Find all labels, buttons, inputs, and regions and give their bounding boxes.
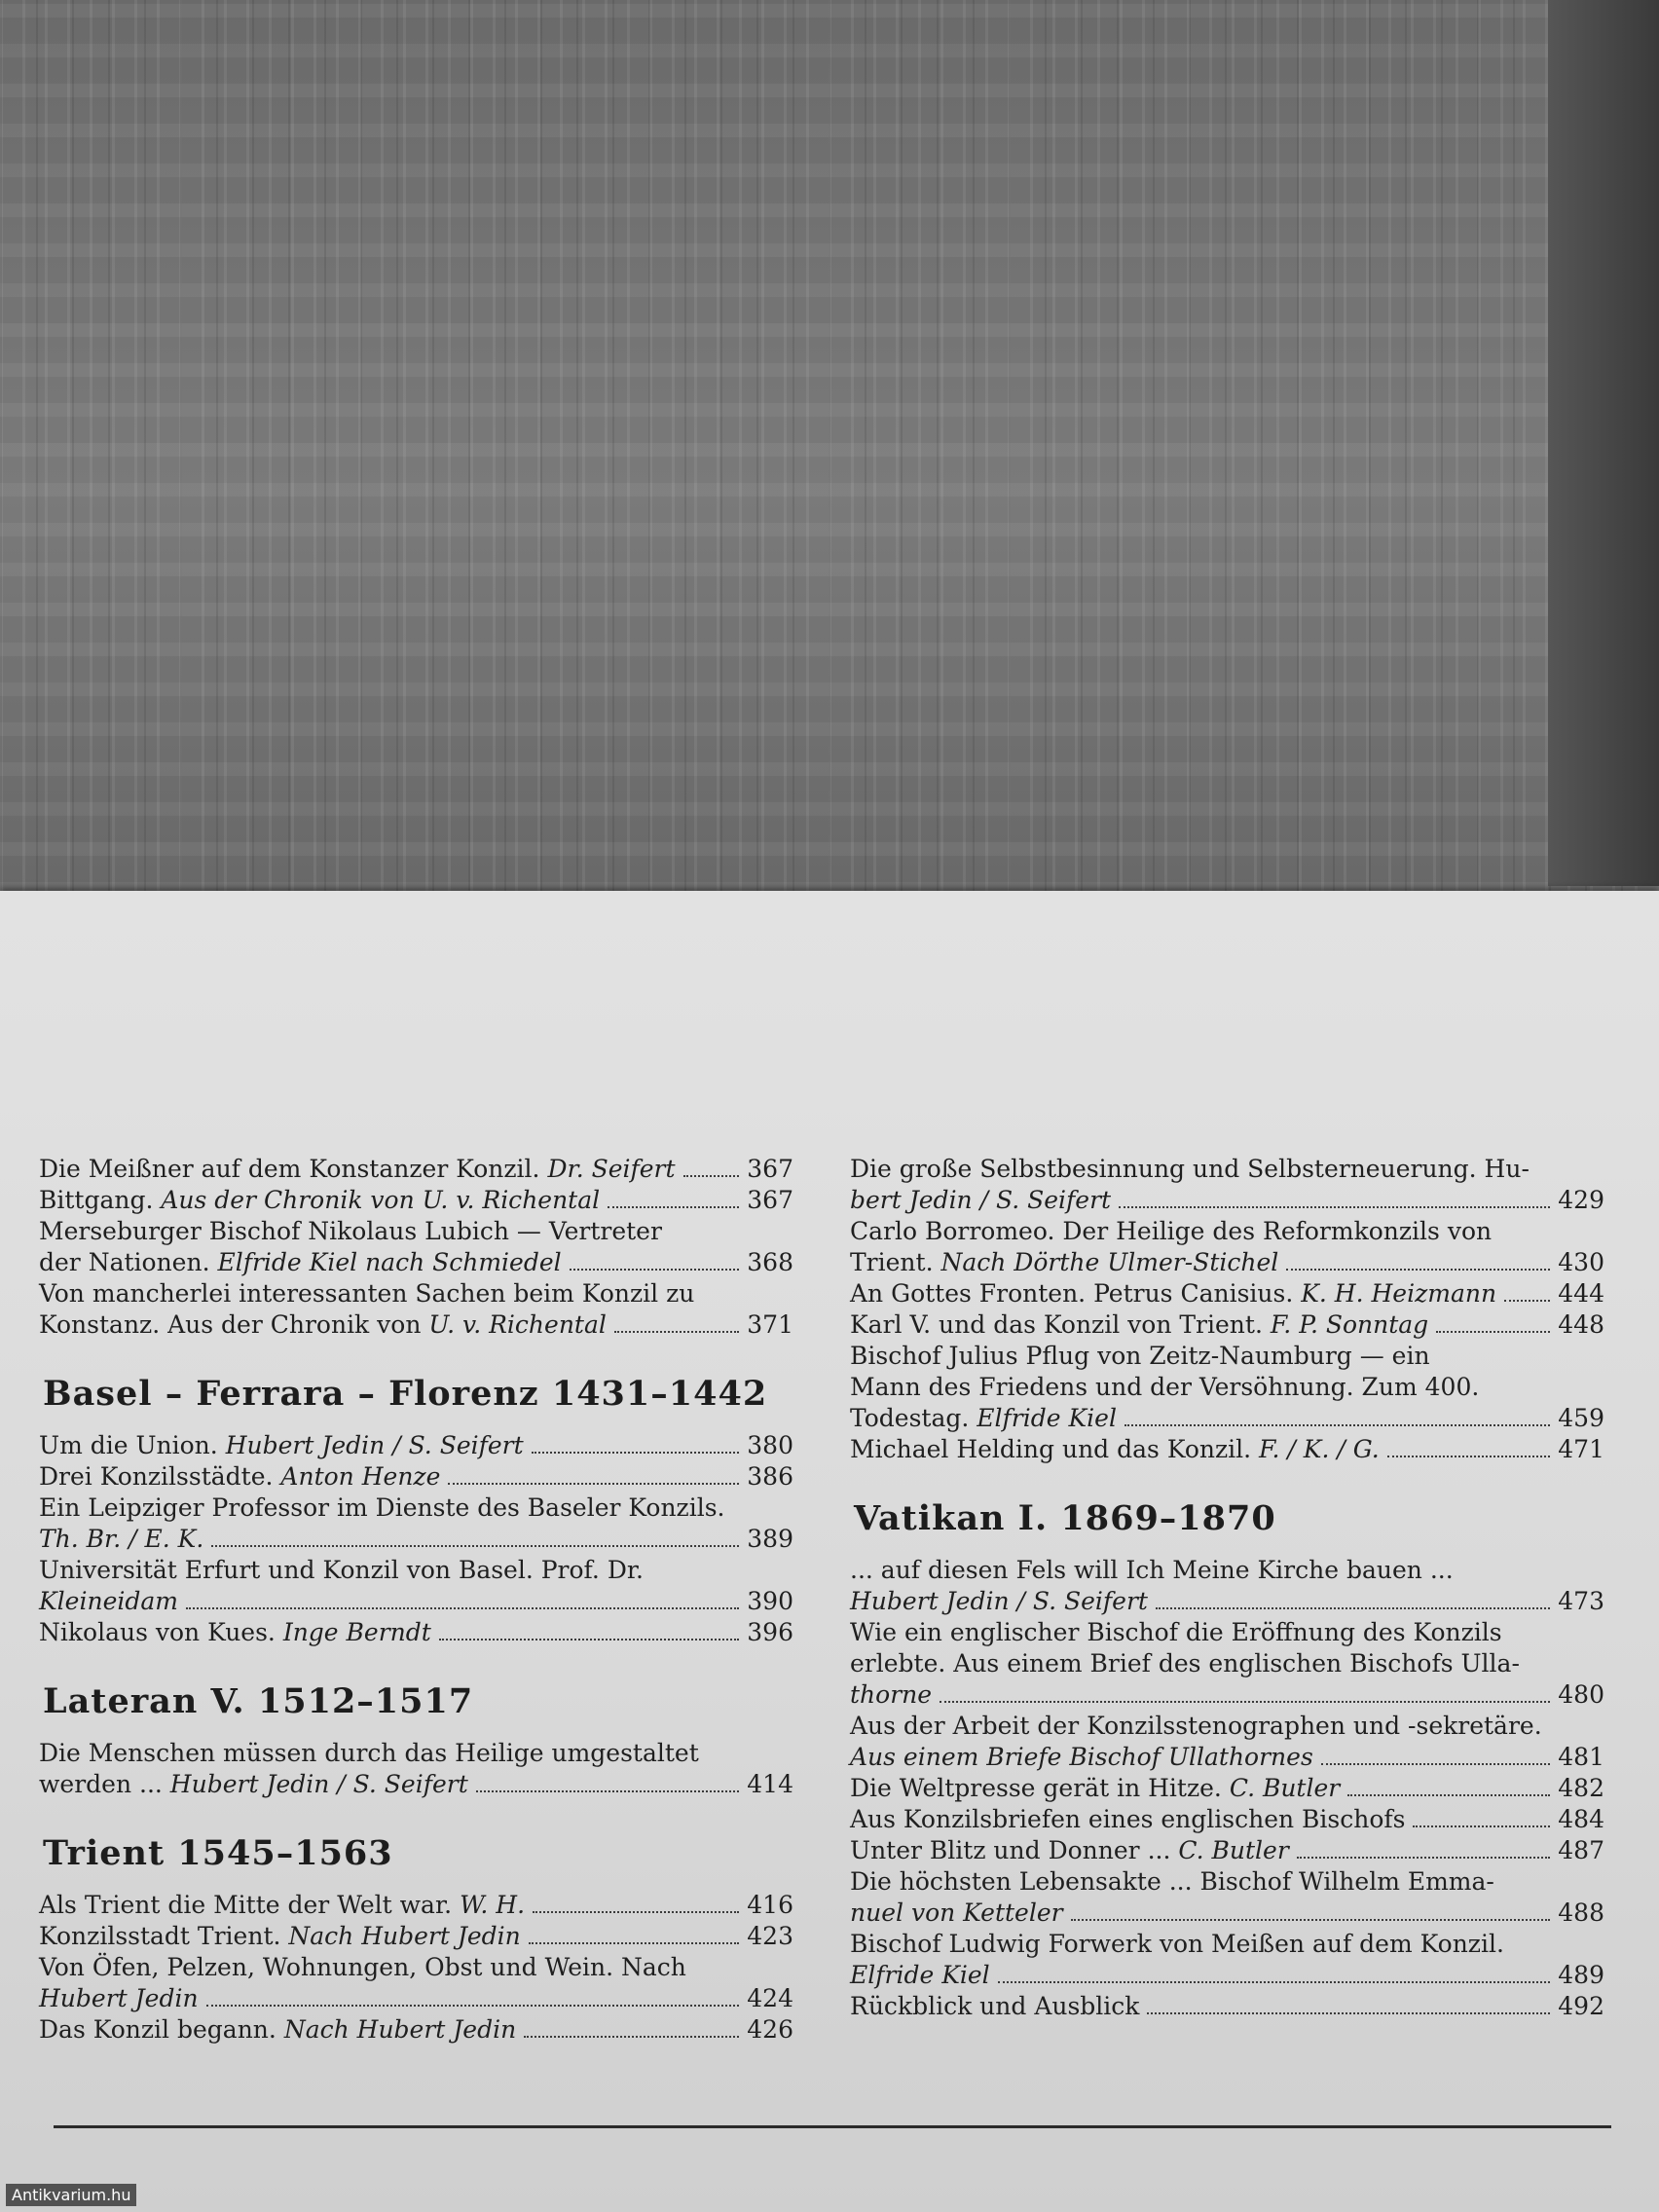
entry-title — [39, 2014, 517, 2046]
dot-leader — [1297, 1857, 1550, 1859]
dot-leader — [1347, 1794, 1550, 1796]
toc-section — [39, 1154, 793, 1341]
entry-title — [39, 1154, 676, 1185]
entry-tail — [850, 1960, 1604, 1991]
entry-tail — [850, 1679, 1604, 1711]
toc-entry — [39, 1921, 793, 1952]
entry-page-number: 367 — [747, 1186, 793, 1214]
entry-title-text: Konzilsstadt Trient. — [39, 1922, 281, 1950]
toc-entry — [39, 1216, 793, 1278]
entry-author: Hubert Jedin — [39, 1984, 199, 2012]
entry-title — [850, 1247, 1279, 1278]
entry-tail — [850, 1586, 1604, 1617]
entry-author: Elfride Kiel — [977, 1404, 1117, 1432]
entry-title — [850, 1804, 1406, 1835]
entry-line: erlebte. Aus einem Brief des englischen Bischofs Ulla- — [850, 1649, 1520, 1677]
entry-line: Von Öfen, Pelzen, Wohnungen, Obst und Wein. Nach — [39, 1953, 686, 1981]
entry-author: Nach Dörthe Ulmer-Stichel — [940, 1248, 1279, 1276]
entry-line: Merseburger Bischof Nikolaus Lubich — Vertreter — [39, 1217, 662, 1245]
entry-title — [39, 1617, 431, 1648]
toc-entry — [850, 1434, 1604, 1465]
contents-page — [0, 891, 1659, 2212]
entry-page-number: 489 — [1558, 1961, 1604, 1989]
entry-page-number: 448 — [1558, 1310, 1604, 1339]
entry-page-number: 396 — [747, 1618, 793, 1646]
dot-leader — [211, 1545, 739, 1547]
entry-tail — [39, 1921, 793, 1952]
dot-leader — [524, 2036, 739, 2038]
toc-entry — [850, 1866, 1604, 1929]
entry-line: Ein Leipziger Professor im Dienste des Baseler Konzils. — [39, 1493, 725, 1522]
dot-leader — [1504, 1300, 1550, 1302]
entry-author: nuel von Ketteler — [850, 1899, 1063, 1927]
entry-page-number: 480 — [1558, 1680, 1604, 1709]
bottom-rule — [54, 2125, 1611, 2128]
entry-title — [39, 1890, 526, 1921]
dot-leader — [1413, 1825, 1550, 1827]
entry-title-text: Die Weltpresse gerät in Hitze. — [850, 1774, 1222, 1802]
entry-page-number: 380 — [747, 1431, 793, 1459]
toc-entry — [39, 1461, 793, 1493]
entry-tail — [850, 1278, 1604, 1309]
entry-title-text: Unter Blitz und Donner ... — [850, 1836, 1171, 1864]
entry-tail — [39, 2014, 793, 2046]
entry-title-text: Nikolaus von Kues. — [39, 1618, 276, 1646]
dot-leader — [206, 2005, 739, 2007]
toc-entry — [39, 1617, 793, 1648]
entry-author: F. / K. / G. — [1259, 1435, 1380, 1463]
toc-entry — [850, 1309, 1604, 1341]
entry-title — [850, 1434, 1380, 1465]
entry-title-text: Drei Konzilsstädte. — [39, 1462, 274, 1491]
entry-author: Anton Henze — [280, 1462, 441, 1491]
entry-author: F. P. Sonntag — [1270, 1310, 1429, 1339]
entry-tail — [39, 1430, 793, 1461]
dot-leader — [1124, 1424, 1550, 1426]
entry-tail — [39, 1769, 793, 1800]
entry-tail — [39, 1309, 793, 1341]
entry-title — [39, 1461, 441, 1493]
entry-title — [850, 1991, 1140, 2022]
entry-page-number: 484 — [1558, 1805, 1604, 1833]
entry-title-text: Michael Helding und das Konzil. — [850, 1435, 1252, 1463]
entry-author: Dr. Seifert — [547, 1155, 676, 1183]
toc-entry — [850, 1555, 1604, 1617]
entry-tail — [850, 1403, 1604, 1434]
entry-tail — [850, 1835, 1604, 1866]
entry-title-text: Die Meißner auf dem Konstanzer Konzil. — [39, 1155, 540, 1183]
dot-leader — [1119, 1206, 1550, 1208]
toc-entry — [850, 1773, 1604, 1804]
entry-author: Elfride Kiel nach Schmiedel — [217, 1248, 562, 1276]
entry-page-number: 481 — [1558, 1743, 1604, 1771]
entry-title — [850, 1309, 1429, 1341]
entry-author: Hubert Jedin / S. Seifert — [850, 1587, 1148, 1615]
entry-author: Inge Berndt — [282, 1618, 431, 1646]
entry-page-number: 390 — [747, 1587, 793, 1615]
toc-section — [39, 1374, 793, 1648]
dot-leader — [940, 1701, 1550, 1703]
toc-entry — [39, 1890, 793, 1921]
entry-tail — [39, 1185, 793, 1216]
toc-entries — [39, 1154, 793, 1341]
dot-leader — [1436, 1331, 1550, 1333]
entry-tail — [39, 1154, 793, 1185]
entry-line: Die Menschen müssen durch das Heilige umgestaltet — [39, 1739, 699, 1767]
toc-entry — [39, 1738, 793, 1800]
toc-entry — [39, 1493, 793, 1555]
entry-page-number: 444 — [1558, 1279, 1604, 1308]
entry-author: C. Butler — [1229, 1774, 1341, 1802]
entry-tail — [850, 1898, 1604, 1929]
toc-entry — [850, 1711, 1604, 1773]
entry-title — [39, 1586, 178, 1617]
entry-page-number: 459 — [1558, 1404, 1604, 1432]
section-title: Vatikan I. 1869–1870 — [854, 1498, 1276, 1538]
entry-title — [39, 1247, 562, 1278]
toc-column-left — [39, 1154, 793, 2046]
entry-page-number: 426 — [747, 2015, 793, 2044]
entry-title — [850, 1742, 1313, 1773]
entry-page-number: 429 — [1558, 1186, 1604, 1214]
entry-page-number: 414 — [747, 1770, 793, 1798]
entry-author: Nach Hubert Jedin — [283, 2015, 517, 2044]
entry-page-number: 368 — [747, 1248, 793, 1276]
entry-page-number: 471 — [1558, 1435, 1604, 1463]
entry-author: Aus der Chronik von U. v. Richental — [161, 1186, 601, 1214]
entry-tail — [39, 1524, 793, 1555]
entry-author: W. H. — [460, 1891, 526, 1919]
dot-leader — [529, 1942, 739, 1944]
entry-page-number: 424 — [747, 1984, 793, 2012]
entry-author: Th. Br. / E. K. — [39, 1525, 204, 1553]
entry-title-text: Bittgang. — [39, 1186, 154, 1214]
entry-title-text: Todestag. — [850, 1404, 970, 1432]
toc-entries — [39, 1890, 793, 2046]
entry-line: Die höchsten Lebensakte ... Bischof Wilhelm Emma- — [850, 1867, 1494, 1896]
entry-tail — [850, 1804, 1604, 1835]
entry-title-text: der Nationen. — [39, 1248, 210, 1276]
entry-title — [850, 1679, 933, 1711]
entry-line: Bischof Julius Pflug von Zeitz-Naumburg — ein — [850, 1342, 1430, 1370]
entry-tail — [850, 1742, 1604, 1773]
dot-leader — [608, 1206, 739, 1208]
entry-title — [850, 1586, 1148, 1617]
toc-entries — [850, 1555, 1604, 2022]
entry-tail — [39, 1890, 793, 1921]
toc-section — [39, 1833, 793, 2046]
entry-title-text: Das Konzil begann. — [39, 2015, 276, 2044]
entry-title-text: Trient. — [850, 1248, 934, 1276]
toc-entry — [850, 1341, 1604, 1434]
entry-title — [850, 1403, 1117, 1434]
dot-leader — [1286, 1269, 1550, 1271]
entry-title-text: An Gottes Fronten. Petrus Canisius. — [850, 1279, 1294, 1308]
entry-author: Elfride Kiel — [850, 1961, 990, 1989]
entry-tail — [850, 1434, 1604, 1465]
toc-entry — [850, 1929, 1604, 1991]
toc-entry — [850, 1154, 1604, 1216]
section-title: Lateran V. 1512–1517 — [43, 1681, 474, 1721]
entry-page-number: 473 — [1558, 1587, 1604, 1615]
entry-tail — [39, 1247, 793, 1278]
dot-leader — [1156, 1607, 1550, 1609]
entry-title — [850, 1898, 1063, 1929]
entry-author: Aus einem Briefe Bischof Ullathornes — [850, 1743, 1313, 1771]
entry-tail — [850, 1185, 1604, 1216]
entry-title — [39, 1769, 468, 1800]
entry-tail — [850, 1773, 1604, 1804]
entry-title — [39, 1524, 204, 1555]
dot-leader — [1387, 1456, 1550, 1457]
toc-entry — [850, 1804, 1604, 1835]
entry-page-number: 492 — [1558, 1992, 1604, 2020]
dot-leader — [614, 1331, 739, 1333]
entry-title — [39, 1185, 601, 1216]
entry-title-text: Konstanz. Aus der Chronik von — [39, 1310, 422, 1339]
dot-leader — [532, 1452, 739, 1454]
entry-tail — [39, 1461, 793, 1493]
entry-author: bert Jedin / S. Seifert — [850, 1186, 1112, 1214]
toc-entry — [39, 1154, 793, 1185]
entry-title — [850, 1835, 1289, 1866]
entry-page-number: 423 — [747, 1922, 793, 1950]
entry-author: U. v. Richental — [428, 1310, 607, 1339]
entry-author: Kleineidam — [39, 1587, 178, 1615]
entry-page-number: 487 — [1558, 1836, 1604, 1864]
entry-tail — [39, 1617, 793, 1648]
entry-tail — [850, 1991, 1604, 2022]
entry-author: C. Butler — [1178, 1836, 1289, 1864]
entry-line: Mann des Friedens und der Versöhnung. Zum 400. — [850, 1373, 1480, 1401]
entry-title — [850, 1773, 1341, 1804]
entry-title-text: Rückblick und Ausblick — [850, 1992, 1140, 2020]
book-cover — [0, 0, 1659, 896]
entry-title — [39, 1983, 199, 2014]
dot-leader — [683, 1175, 739, 1177]
entry-page-number: 430 — [1558, 1248, 1604, 1276]
entry-page-number: 416 — [747, 1891, 793, 1919]
entry-line: Carlo Borromeo. Der Heilige des Reformkonzils von — [850, 1217, 1493, 1245]
entry-title-text: Aus Konzilsbriefen eines englischen Bischofs — [850, 1805, 1406, 1833]
dot-leader — [439, 1639, 739, 1641]
cover-edge — [1548, 0, 1659, 886]
toc-entry — [39, 1555, 793, 1617]
entry-author: K. H. Heizmann — [1301, 1279, 1497, 1308]
toc-column-right — [850, 1154, 1604, 2022]
watermark: Antikvarium.hu — [6, 2184, 136, 2206]
entry-line: Die große Selbstbesinnung und Selbsterneuerung. Hu- — [850, 1155, 1530, 1183]
dot-leader — [186, 1607, 739, 1609]
toc-entry — [39, 2014, 793, 2046]
entry-page-number: 367 — [747, 1155, 793, 1183]
dot-leader — [1321, 1763, 1550, 1765]
dot-leader — [448, 1483, 739, 1485]
toc-entries — [39, 1738, 793, 1800]
toc-section — [850, 1154, 1604, 1465]
entry-line: Wie ein englischer Bischof die Eröffnung des Konzils — [850, 1618, 1502, 1646]
entry-author: Hubert Jedin / S. Seifert — [169, 1770, 468, 1798]
entry-title — [850, 1185, 1112, 1216]
dot-leader — [1071, 1919, 1550, 1921]
entry-line: Universität Erfurt und Konzil von Basel. Prof. Dr. — [39, 1556, 645, 1584]
entry-page-number: 371 — [747, 1310, 793, 1339]
entry-line: Aus der Arbeit der Konzilsstenographen und -sekretäre. — [850, 1712, 1542, 1740]
dot-leader — [1147, 2012, 1550, 2014]
entry-title-text: werden ... — [39, 1770, 163, 1798]
entry-title — [39, 1430, 524, 1461]
dot-leader — [998, 1981, 1550, 1983]
toc-entries — [39, 1430, 793, 1648]
dot-leader — [476, 1790, 739, 1792]
entry-tail — [39, 1586, 793, 1617]
toc-entry — [39, 1278, 793, 1341]
toc-entry — [850, 1835, 1604, 1866]
entry-title — [850, 1278, 1497, 1309]
entry-title — [39, 1309, 607, 1341]
entry-page-number: 386 — [747, 1462, 793, 1491]
entry-title — [39, 1921, 521, 1952]
toc-entry — [850, 1278, 1604, 1309]
toc-entries — [850, 1154, 1604, 1465]
toc-section — [850, 1498, 1604, 2022]
entry-author: Nach Hubert Jedin — [288, 1922, 521, 1950]
toc-entry — [39, 1430, 793, 1461]
section-title: Trient 1545–1563 — [43, 1833, 393, 1873]
toc-section — [39, 1681, 793, 1800]
entry-page-number: 488 — [1558, 1899, 1604, 1927]
entry-line: ... auf diesen Fels will Ich Meine Kirche bauen ... — [850, 1556, 1454, 1584]
entry-tail — [850, 1309, 1604, 1341]
toc-entry — [850, 1617, 1604, 1711]
dot-leader — [533, 1911, 739, 1913]
entry-page-number: 482 — [1558, 1774, 1604, 1802]
entry-line: Von mancherlei interessanten Sachen beim Konzil zu — [39, 1279, 695, 1308]
toc-entry — [850, 1216, 1604, 1278]
dot-leader — [570, 1269, 739, 1271]
entry-author: Hubert Jedin / S. Seifert — [225, 1431, 524, 1459]
toc-entry — [39, 1952, 793, 2014]
entry-title-text: Um die Union. — [39, 1431, 218, 1459]
entry-line: Bischof Ludwig Forwerk von Meißen auf dem Konzil. — [850, 1930, 1504, 1958]
entry-title-text: Als Trient die Mitte der Welt war. — [39, 1891, 453, 1919]
toc-entry — [850, 1991, 1604, 2022]
section-title: Basel – Ferrara – Florenz 1431–1442 — [43, 1374, 768, 1414]
entry-title-text: Karl V. und das Konzil von Trient. — [850, 1310, 1263, 1339]
toc-entry — [39, 1185, 793, 1216]
entry-page-number: 389 — [747, 1525, 793, 1553]
entry-author: thorne — [850, 1680, 933, 1709]
entry-tail — [39, 1983, 793, 2014]
entry-tail — [850, 1247, 1604, 1278]
entry-title — [850, 1960, 990, 1991]
